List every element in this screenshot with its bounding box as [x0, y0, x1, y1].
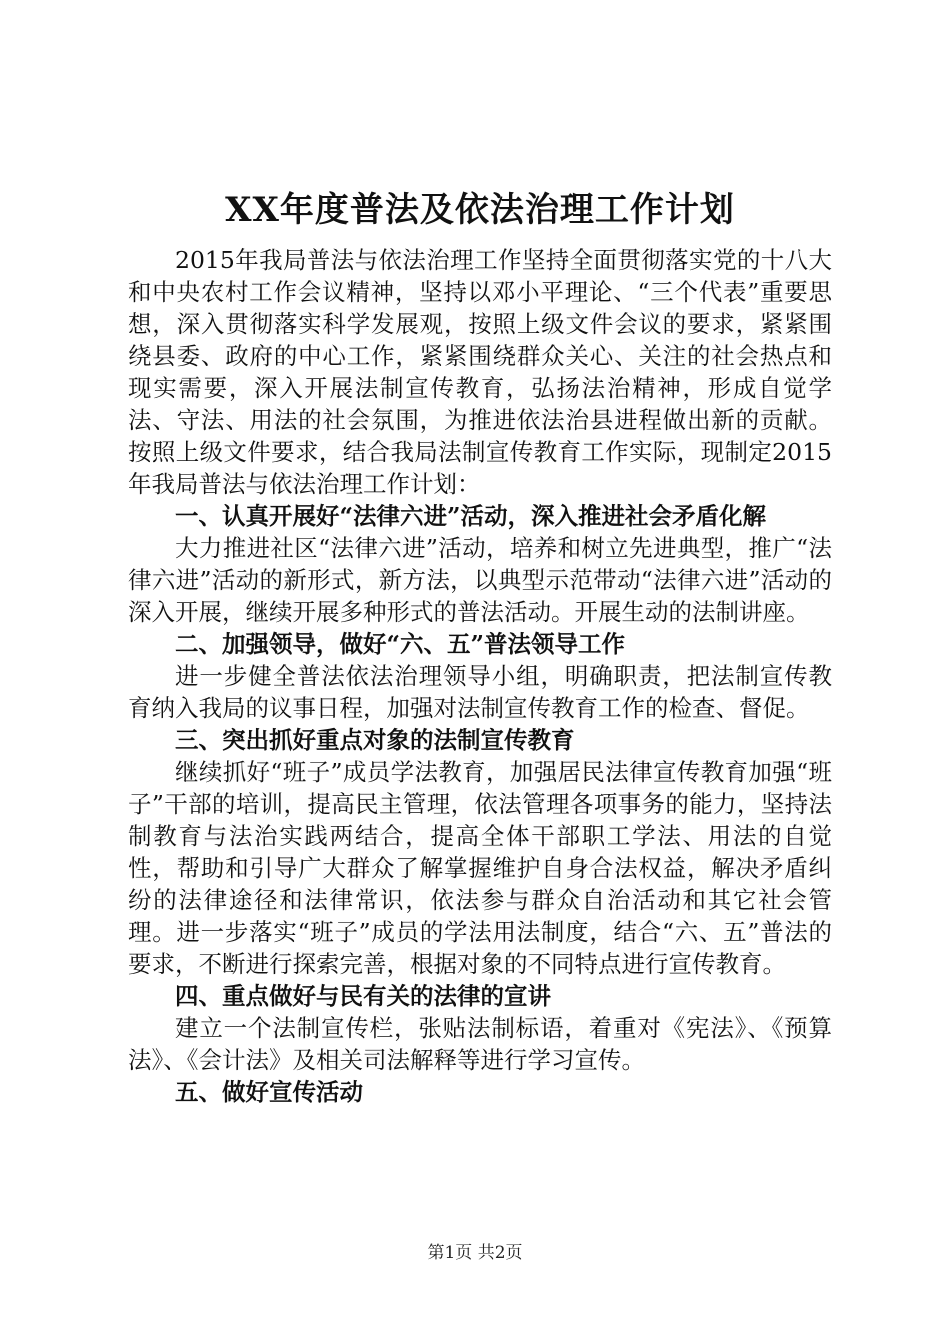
section-2-body: 进一步健全普法依法治理领导小组，明确职责，把法制宣传教育纳入我局的议事日程，加强对法制宣传教育工作的检查、督促。: [128, 662, 832, 722]
section-4-heading: 四、重点做好与民有关的法律的宣讲: [175, 982, 551, 1010]
section-1-heading: 一、认真开展好“法律六进”活动，深入推进社会矛盾化解: [175, 502, 767, 530]
section-1-body: 大力推进社区“法律六进”活动，培养和树立先进典型，推广“法律六进”活动的新形式，新方法，以典型示范带动“法律六进”活动的深入开展，继续开展多种形式的普法活动。开展生动的法制讲座。: [128, 534, 832, 626]
document-title: XX年度普法及依法治理工作计划: [225, 190, 735, 230]
section-2-heading: 二、加强领导，做好“六、五”普法领导工作: [175, 630, 626, 658]
page-footer: 第1页 共2页: [427, 1243, 523, 1263]
document-page: [128, 180, 832, 1108]
section-4-body: 建立一个法制宣传栏，张贴法制标语，着重对《宪法》、《预算法》、《会计法》及相关司法解释等进行学习宣传。: [128, 1014, 832, 1074]
section-5-heading: 五、做好宣传活动: [175, 1078, 363, 1106]
section-3-heading: 三、突出抓好重点对象的法制宣传教育: [175, 726, 575, 754]
section-3-body: 继续抓好“班子”成员学法教育，加强居民法律宣传教育加强“班子”干部的培训，提高民主管理，依法管理各项事务的能力，坚持法制教育与法治实践两结合，提高全体干部职工学法、用法的自觉性，帮助和引导广大群众了解掌握维护自身合法权益，解决矛盾纠纷的法律途径和法律常识，依法参与群众自治活动和其它社会管理。进一步落实“班子”成员的学法用法制度，结合“六、五”普法的要求，不断进行探索完善，根据对象的不同特点进行宣传教育。: [128, 758, 832, 978]
intro-paragraph: 2015年我局普法与依法治理工作坚持全面贯彻落实党的十八大和中央农村工作会议精神，坚持以邓小平理论、“三个代表”重要思想，深入贯彻落实科学发展观，按照上级文件会议的要求，紧紧围绕县委、政府的中心工作，紧紧围绕群众关心、关注的社会热点和现实需要，深入开展法制宣传教育，弘扬法治精神，形成自觉学法、守法、用法的社会氛围，为推进依法治县进程做出新的贡献。按照上级文件要求，结合我局法制宣传教育工作实际，现制定2015年我局普法与依法治理工作计划：: [128, 246, 832, 498]
